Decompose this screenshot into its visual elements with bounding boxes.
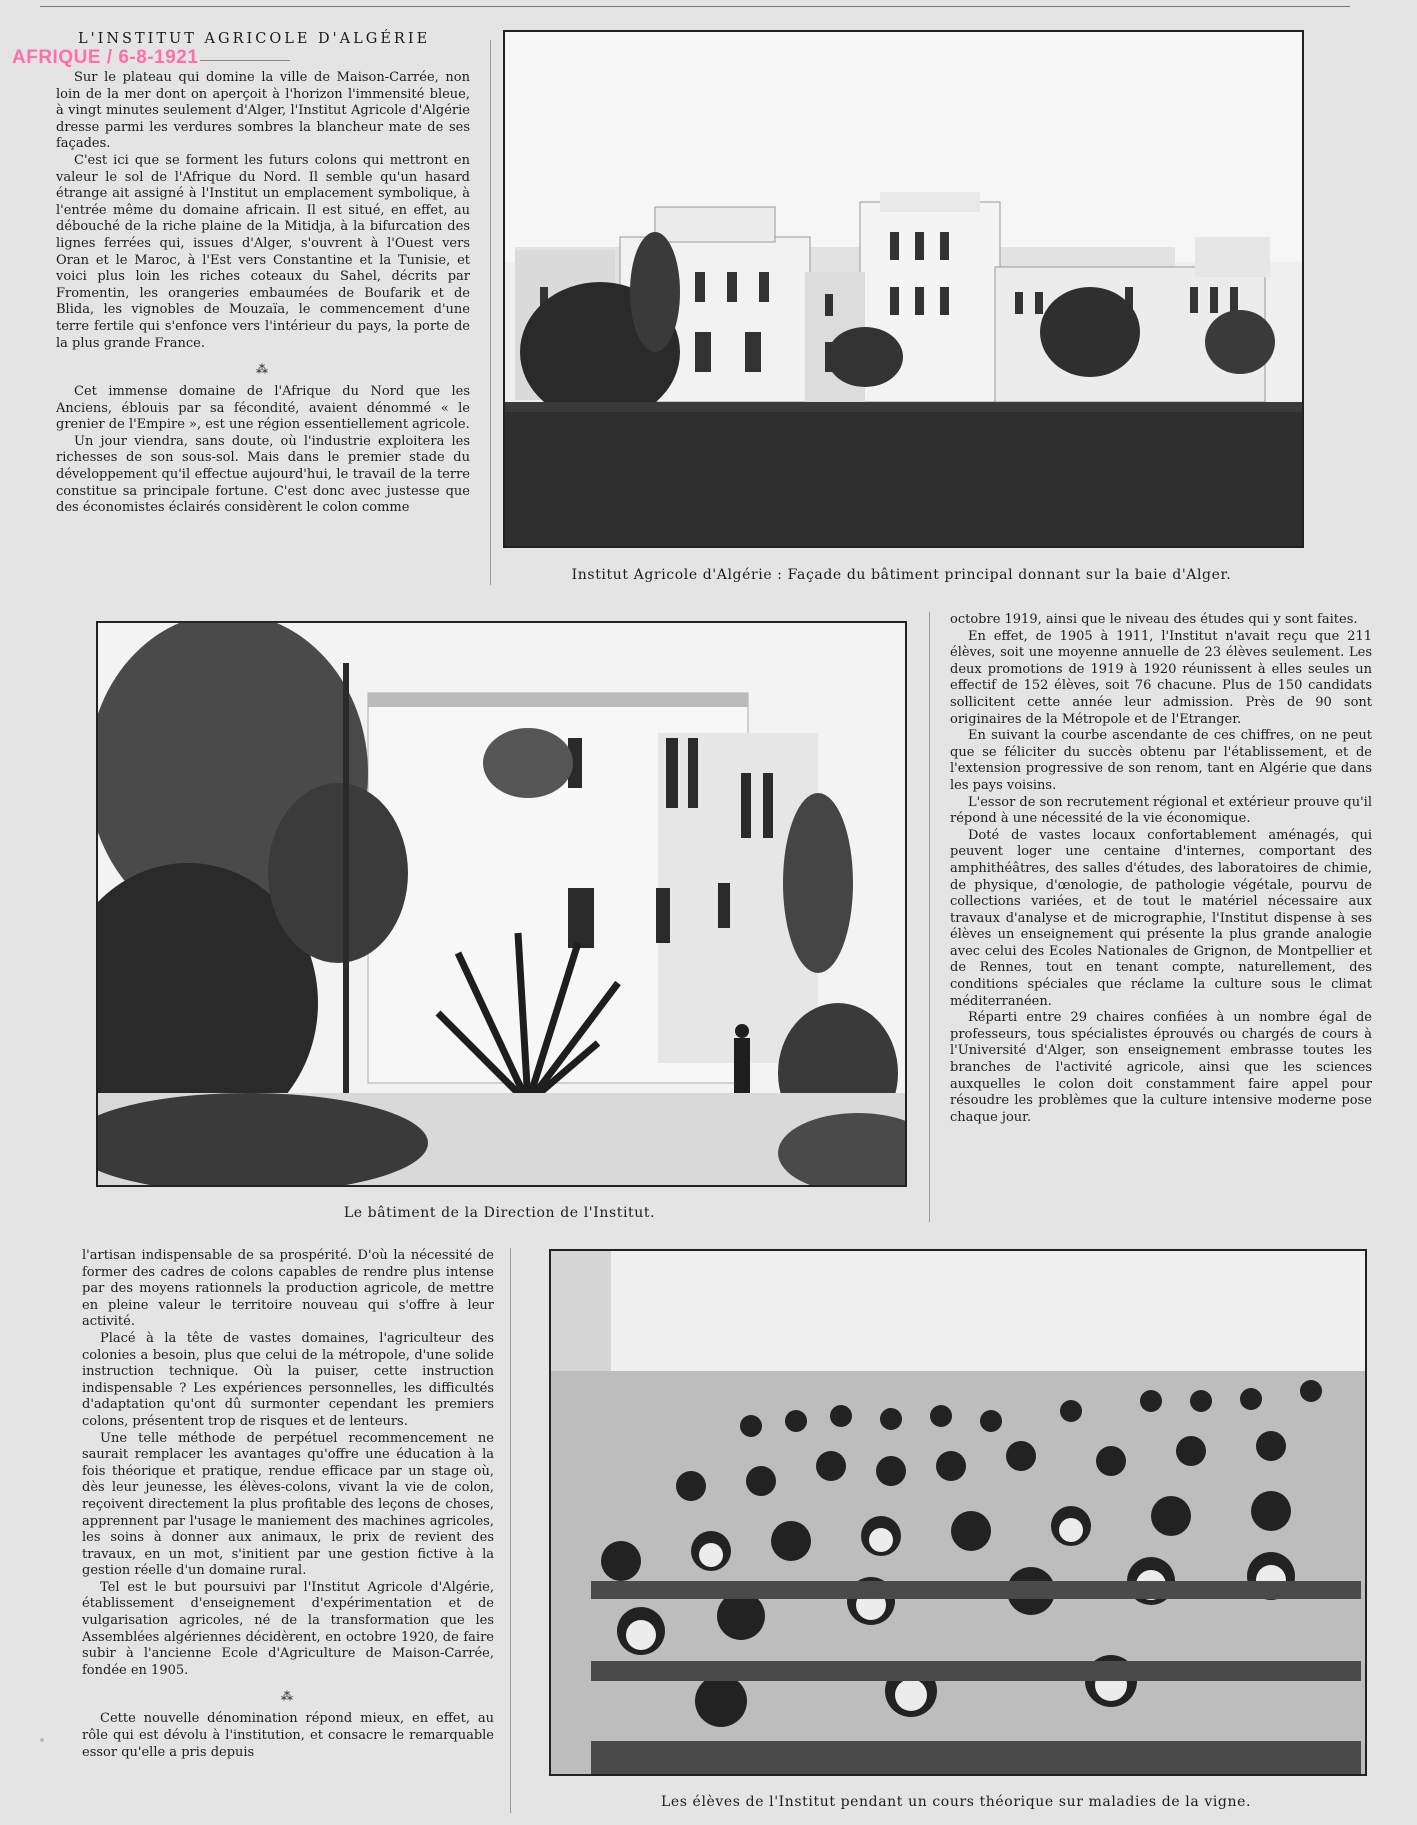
photo-main-facade-image	[505, 32, 1302, 546]
paragraph: En effet, de 1905 à 1911, l'Institut n'avait reçu que 211 élèves, soit une moyenne annuelle de 23 élèves seulement. Les deux promotions de 1919 à 1920 réunissent à elles seules un effectif de 152 élèves, soit 76 chacune. Plus de 150 candidats sollicitent cette année leur admission. Près de 90 sont originaires de la Métropole et de l'Etranger.	[950, 628, 1372, 727]
scan-speck	[40, 1738, 44, 1742]
article-title: L'INSTITUT AGRICOLE D'ALGÉRIE	[78, 31, 431, 47]
archive-stamp: AFRIQUE / 6-8-1921	[12, 47, 199, 68]
photo-direction-building-image	[98, 623, 905, 1185]
text-column-1	[56, 70, 470, 517]
paragraph: Placé à la tête de vastes domaines, l'agriculteur des colonies a besoin, plus que celui de la métropole, d'une solide instruction technique. Où la puiser, cette instruction indispensable ? Les expériences personnelles, les difficultés d'adaptation qu'ont dû surmonter cependant les premiers colons, présentent trop de risques et de lenteurs.	[82, 1330, 494, 1429]
paragraph: L'essor de son recrutement régional et extérieur prouve qu'il répond à une nécessité de la vie économique.	[950, 794, 1372, 827]
photo-direction-caption: Le bâtiment de la Direction de l'Institut.	[343, 1205, 656, 1221]
paragraph: Doté de vastes locaux confortablement aménagés, qui peuvent loger une centaine d'internes, comportant des amphithéâtres, des salles d'études, des laboratoires de chimie, de physique, d'œnologie, de pathologie végétale, pourvu de collections variées, et de tout le matériel nécessaire aux travaux d'analyse et de micrographie, l'Institut dispense à ses élèves un enseignement qui présente la plus grande analogie avec celui des Ecoles Nationales de Grignon, de Montpellier et de Rennes, tout en tenant compte, naturellement, des conditions spéciales que réclame la culture sous le climat méditerranéen.	[950, 827, 1372, 1009]
photo-classroom-image	[551, 1251, 1365, 1774]
paragraph: Cette nouvelle dénomination répond mieux, en effet, au rôle qui est dévolu à l'institution, et consacre le remarquable essor qu'elle a pris depuis	[82, 1711, 494, 1760]
paragraph: Un jour viendra, sans doute, où l'industrie exploitera les richesses de son sous-sol. Mais dans le premier stade du développement qu'il effectue aujourd'hui, le travail de la terre constitue sa principale fortune. C'est donc avec justesse que des économistes éclairés considèrent le colon comme	[56, 433, 470, 516]
photo-direction-building	[96, 621, 907, 1187]
paragraph: C'est ici que se forment les futurs colons qui mettront en valeur le sol de l'Afrique du Nord. Il semble qu'un hasard étrange ait assigné à l'Institut un emplacement symbolique, à l'entrée même du domaine africain. Il est situé, en effet, au débouché de la riche plaine de la Mitidja, à la bifurcation des lignes ferrées qui, issues d'Alger, s'ouvrent à l'Ouest vers Oran et le Maroc, à l'Est vers Constantine et la Tunisie, et voici plus loin les riches coteaux du Sahel, décrits par Fromentin, les orangeries embaumées de Boufarik et de Blida, les vignobles de Mouzaïa, le commencement d'une terre fertile qui s'enfonce vers l'intérieur du pays, la porte de la plus grande France.	[56, 152, 470, 351]
text-column-2	[950, 612, 1372, 1126]
paragraph: Réparti entre 29 chaires confiées à un nombre égal de professeurs, tous spécialistes éprouvés ou chargés de cours à l'Université d'Alger, son enseignement embrasse toutes les branches de l'activité agricole, ainsi que les sciences auxquelles le colon doit constamment faire appel pour résoudre les problèmes que la culture intensive moderne pose chaque jour.	[950, 1010, 1372, 1125]
paragraph: En suivant la courbe ascendante de ces chiffres, on ne peut que se féliciter du succès obtenu par l'établissement, et de l'extension progressive de son renom, tant en Algérie que dans les pays voisins.	[950, 728, 1372, 793]
photo-classroom	[549, 1249, 1367, 1776]
paragraph: Cet immense domaine de l'Afrique du Nord que les Anciens, éblouis par sa fécondité, avaient dénommé « le grenier de l'Empire », est une région essentiellement agricole.	[56, 384, 470, 433]
section-separator: ⁂	[256, 362, 270, 377]
paragraph: Tel est le but poursuivi par l'Institut Agricole d'Algérie, établissement d'enseignement d'expérimentation et de vulgarisation agricoles, né de la transformation que les Assemblées algériennes décidèrent, en octobre 1920, de faire subir à l'ancienne Ecole d'Agriculture de Maison-Carrée, fondée en 1905.	[82, 1579, 494, 1678]
photo-classroom-caption: Les élèves de l'Institut pendant un cours théorique sur maladies de la vigne.	[660, 1794, 1252, 1810]
column-divider	[490, 40, 491, 585]
paragraph: Une telle méthode de perpétuel recommencement ne saurait remplacer les avantages qu'offre une éducation à la fois théorique et pratique, rendue efficace par un stage où, dès leur jeunesse, les élèves-colons, vivant la vie de colon, reçoivent directement la plus profitable des leçons de choses, apprennent par l'usage le maniement des machines agricoles, les soins à donner aux animaux, le prix de revient des travaux, en un mot, s'initient par une gestion fictive à la gestion réelle d'un domaine rural.	[82, 1430, 494, 1579]
paragraph: octobre 1919, ainsi que le niveau des études qui y sont faites.	[950, 612, 1358, 627]
paragraph: Sur le plateau qui domine la ville de Maison-Carrée, non loin de la mer dont on aperçoit à l'horizon l'immensité bleue, à vingt minutes seulement d'Alger, l'Institut Agricole d'Algérie dresse parmi les verdures sombres la blancheur mate de ses façades.	[56, 70, 470, 152]
section-separator: ⁂	[281, 1689, 295, 1704]
photo-main-facade	[503, 30, 1304, 548]
text-column-3	[82, 1248, 494, 1761]
column-divider	[929, 612, 930, 1222]
column-divider	[510, 1248, 511, 1813]
top-rule	[40, 6, 1350, 7]
title-underline	[200, 60, 290, 61]
paragraph: l'artisan indispensable de sa prospérité. D'où la nécessité de former des cadres de colons capables de rendre plus intense par des moyens rationnels la production agricole, de mettre en pleine valeur le territoire nouveau qui s'offre à leur activité.	[82, 1248, 494, 1330]
photo-main-facade-caption: Institut Agricole d'Algérie : Façade du bâtiment principal donnant sur la baie d'Alger.	[571, 567, 1232, 583]
